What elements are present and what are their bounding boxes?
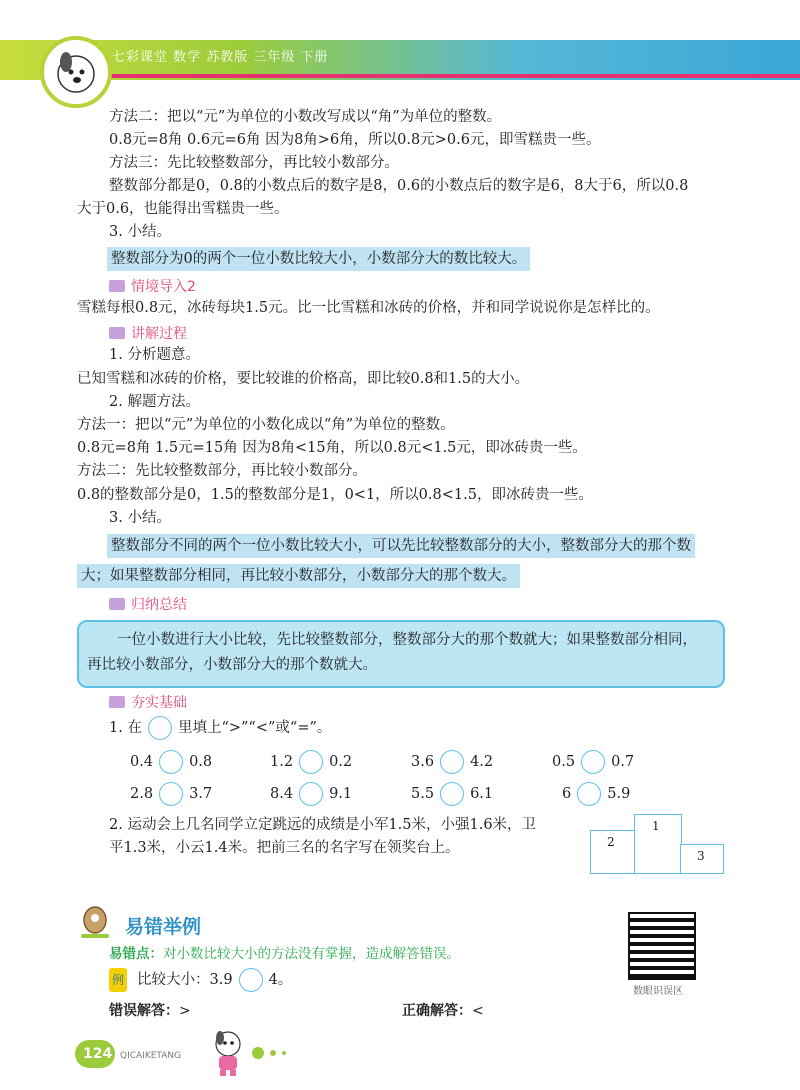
answer-circle[interactable] (159, 782, 183, 806)
compare-item: 0.4 0.8 (130, 750, 212, 774)
section-heading: 归纳总结 (109, 594, 187, 614)
answer-circle[interactable] (581, 750, 605, 774)
book-icon (109, 696, 125, 708)
errors-title: 易错举例 (125, 916, 202, 938)
compare-item: 3.6 4.2 (411, 750, 493, 774)
qr-code[interactable] (628, 912, 696, 980)
highlight-conclusion: 整数部分不同的两个一位小数比较大小，可以先比较整数部分的大小，整数部分大的那个数 (107, 534, 695, 558)
section-heading: 夯实基础 (109, 692, 187, 712)
book-icon (109, 598, 125, 610)
answer-circle[interactable] (299, 750, 323, 774)
decor-dot (252, 1047, 264, 1059)
wrong-answer: 错误解答：> (109, 1003, 191, 1019)
text-line: 1. 分析题意。 (109, 347, 200, 363)
compare-item: 2.8 3.7 (130, 782, 212, 806)
text-line: 2. 解题方法。 (109, 394, 200, 410)
compare-item: 1.2 0.2 (270, 750, 352, 774)
decor-dot (282, 1051, 286, 1055)
footer-brand: QICAIKETANG (120, 1051, 182, 1061)
section-heading: 讲解过程 (109, 323, 187, 343)
text-line: 雪糕每根0.8元，冰砖每块1.5元。比一比雪糕和冰砖的价格，并和同学说说你是怎样比的。 (77, 300, 660, 316)
lamp-icon (75, 902, 115, 942)
text-line: 0.8的整数部分是0，1.5的整数部分是1，0<1，所以0.8<1.5，即冰砖贵一些。 (77, 487, 593, 503)
text-line: 大于0.6，也能得出雪糕贵一些。 (77, 201, 289, 217)
text-line: 0.8元=8角 0.6元=6角 因为8角>6角，所以0.8元>0.6元，即雪糕贵一些。 (109, 132, 601, 148)
podium-label: 2 (607, 835, 615, 849)
dog-mascot-icon (210, 1028, 246, 1078)
text-line: 整数部分都是0，0.8的小数点后的数字是8，0.6的小数点后的数字是6，8大于6，所以0.8 (109, 178, 689, 194)
page-number: 124 (83, 1046, 113, 1062)
highlight-conclusion: 整数部分为0的两个一位小数比较大小，小数部分大的数比较大。 (107, 247, 530, 271)
header-strip (95, 74, 800, 78)
right-answer: 正确解答：< (402, 1003, 484, 1019)
podium-label: 3 (697, 849, 705, 863)
exercise-1-prompt: 1. 在 里填上“>”“<”或“=”。 (109, 716, 331, 740)
answer-circle[interactable] (239, 968, 263, 992)
qr-caption: 数眼识误区 (633, 986, 683, 997)
mascot-logo (40, 36, 112, 108)
podium-label: 1 (652, 819, 660, 833)
answer-circle[interactable] (440, 782, 464, 806)
answer-circle[interactable] (159, 750, 183, 774)
summary-line: 一位小数进行大小比较，先比较整数部分，整数部分大的那个数就大；如果整数部分相同， (117, 632, 697, 648)
book-icon (109, 280, 125, 292)
text-line: 已知雪糕和冰砖的价格，要比较谁的价格高，即比较0.8和1.5的大小。 (77, 371, 530, 387)
text-line: 方法二：把以“元”为单位的小数改写成以“角”为单位的整数。 (109, 109, 502, 125)
dog-mascot-icon (44, 40, 108, 104)
book-icon (109, 327, 125, 339)
text-line: 方法三：先比较整数部分，再比较小数部分。 (109, 155, 399, 171)
answer-circle[interactable] (299, 782, 323, 806)
answer-circle[interactable] (440, 750, 464, 774)
answer-circle[interactable] (148, 716, 172, 740)
decor-dot (270, 1050, 276, 1056)
compare-item: 6 5.9 (562, 782, 630, 806)
highlight-conclusion: 大；如果整数部分相同，再比较小数部分，小数部分大的那个数大。 (77, 564, 520, 588)
text-line: 方法一：把以“元”为单位的小数化成以“角”为单位的整数。 (77, 417, 455, 433)
text-line: 3. 小结。 (109, 224, 171, 240)
compare-item: 5.5 6.1 (411, 782, 493, 806)
exercise-2-line: 平1.3米，小云1.4米。把前三名的名字写在领奖台上。 (109, 840, 460, 856)
exercise-2-line: 2. 运动会上几名同学立定跳远的成绩是小军1.5米，小强1.6米，卫 (109, 817, 537, 833)
summary-line: 再比较小数部分，小数部分大的那个数就大。 (87, 657, 377, 673)
error-point: 易错点：对小数比较大小的方法没有掌握，造成解答错误。 (109, 946, 460, 962)
example-line: 例 比较大小：3.9 4。 (109, 968, 292, 992)
answer-circle[interactable] (577, 782, 601, 806)
compare-item: 0.5 0.7 (552, 750, 634, 774)
text-line: 3. 小结。 (109, 510, 171, 526)
header-title: 七彩课堂 数学 苏教版 三年级 下册 (112, 50, 329, 65)
compare-item: 8.4 9.1 (270, 782, 352, 806)
text-line: 0.8元=8角 1.5元=15角 因为8角<15角，所以0.8元<1.5元，即冰砖贵一些。 (77, 440, 587, 456)
text-line: 方法二：先比较整数部分，再比较小数部分。 (77, 463, 367, 479)
section-heading: 情境导入2 (109, 276, 196, 296)
